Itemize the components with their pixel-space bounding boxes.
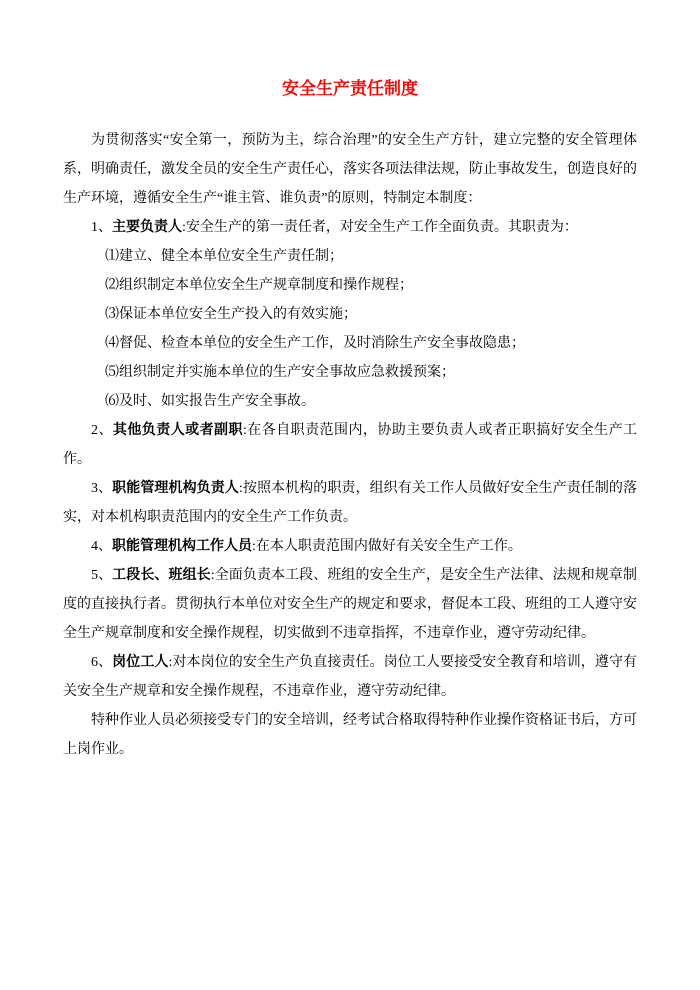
sub-item-paragraph — [63, 242, 637, 271]
paragraph — [63, 416, 637, 474]
role-label: 工段长、班组长 — [112, 568, 211, 583]
paragraph-text: ⑷督促、检查本单位的安全生产工作，及时消除生产安全事故隐患； — [105, 336, 525, 351]
sub-item-paragraph — [63, 300, 637, 329]
paragraph-text: :安全生产的第一责任者，对安全生产工作全面负责。其职责为： — [182, 220, 578, 235]
paragraph — [63, 648, 637, 706]
role-label: 职能管理机构负责人 — [112, 481, 239, 496]
paragraph-text: 6、 — [91, 655, 113, 670]
paragraph — [63, 561, 637, 648]
paragraph-text: :按照本机构的职责，组织有关工作人员做好安全生产责任制的落实，对本机构职责范围内的安全生产工作负责。 — [63, 481, 638, 525]
document-body — [63, 126, 637, 764]
role-label: 其他负责人或者副职 — [112, 423, 243, 438]
paragraph-text: 1、 — [91, 220, 112, 235]
paragraph — [63, 706, 637, 764]
sub-item-paragraph — [63, 329, 637, 358]
paragraph-text: ⑴建立、健全本单位安全生产责任制； — [105, 249, 343, 264]
paragraph-text: ⑸组织制定并实施本单位的生产安全事故应急救援预案； — [105, 365, 455, 380]
sub-item-paragraph — [63, 358, 637, 387]
paragraph-text: 4、 — [91, 539, 112, 554]
sub-item-paragraph — [63, 387, 637, 416]
paragraph — [63, 474, 637, 532]
paragraph-text: 3、 — [91, 481, 113, 496]
paragraph-text: ⑶保证本单位安全生产投入的有效实施； — [105, 307, 357, 322]
paragraph — [63, 126, 637, 213]
role-label: 职能管理机构工作人员 — [112, 539, 252, 554]
paragraph-text: ⑹及时、如实报告生产安全事故。 — [105, 394, 315, 409]
sub-item-paragraph — [63, 271, 637, 300]
paragraph — [63, 532, 637, 561]
paragraph-text: :在各自职责范围内，协助主要负责人或者正职搞好安全生产工作。 — [63, 423, 638, 467]
paragraph-text: 2、 — [91, 423, 113, 438]
paragraph-text: 为贯彻落实“安全第一，预防为主，综合治理”的安全生产方针，建立完整的安全管理体系，明确责任，激发全员的安全生产责任心，落实各项法律法规，防止事故发生，创造良好的生产环境，遵循安全生产“谁主管、谁负责”的原则，特制定本制度： — [63, 133, 637, 206]
document-title: 安全生产责任制度 — [282, 79, 418, 98]
paragraph-text: :在本人职责范围内做好有关安全生产工作。 — [252, 539, 522, 554]
paragraph — [63, 213, 637, 242]
paragraph-text: 5、 — [91, 568, 113, 583]
role-label: 岗位工人 — [112, 655, 169, 670]
paragraph-text: 特种作业人员必须接受专门的安全培训，经考试合格取得特种作业操作资格证书后，方可上岗作业。 — [63, 713, 637, 757]
role-label: 主要负责人 — [112, 220, 182, 235]
paragraph-text: ⑵组织制定本单位安全生产规章制度和操作规程； — [105, 278, 413, 293]
paragraph-text: :对本岗位的安全生产负直接责任。岗位工人要接受安全教育和培训，遵守有关安全生产规章和安全操作规程，不违章作业，遵守劳动纪律。 — [63, 655, 638, 699]
paragraph-text: :全面负责本工段、班组的安全生产，是安全生产法律、法规和规章制度的直接执行者。贯彻执行本单位对安全生产的规定和要求，督促本工段、班组的工人遵守安全生产规章制度和安全操作规程，切实做到不违章指挥，不违章作业，遵守劳动纪律。 — [63, 568, 638, 641]
